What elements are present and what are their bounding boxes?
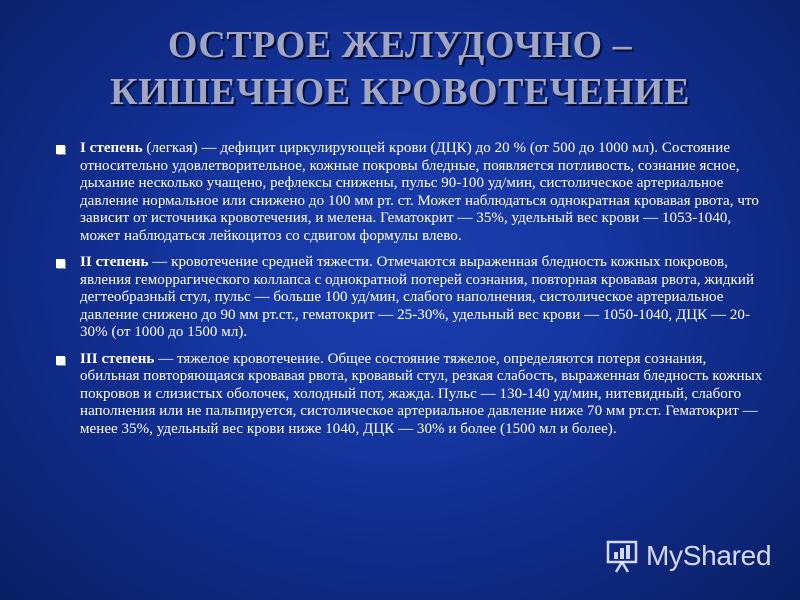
bullet-heading: II степень bbox=[80, 254, 149, 270]
bullet-text: — кровотечение средней тяжести. Отмечаются выраженная бледность кожных покровов, явления геморрагического коллапса с однократной потерей сознания, повторная кровавая рвота, жидкий дегтеобразный стул, пульс — больше 100 уд/мин, слабого наполнения, систолическое артериальное давление снижено до 90 мм рт.ст., гематокрит — 25-30%, удельный вес крови — 1050-1040, ДЦК — 20-30% (от 1000 до 1500 мл). bbox=[80, 254, 755, 340]
bullet-item-degree-1 bbox=[56, 140, 764, 245]
square-bullet-icon bbox=[56, 145, 65, 154]
presentation-board-icon bbox=[606, 538, 640, 574]
slide-title-line-1: ОСТРОЕ ЖЕЛУДОЧНО – bbox=[167, 24, 633, 66]
square-bullet-icon bbox=[56, 259, 65, 268]
watermark-text: MyShared bbox=[646, 540, 772, 571]
square-bullet-icon bbox=[56, 356, 65, 365]
myshared-watermark bbox=[606, 536, 771, 576]
bullet-list bbox=[56, 140, 764, 447]
slide-title-line-2: КИШЕЧНОЕ КРОВОТЕЧЕНИЕ bbox=[110, 71, 690, 113]
slide-title bbox=[20, 22, 780, 116]
bullet-text: — тяжелое кровотечение. Общее состояние тяжелое, определяются потеря сознания, обильная повторяющаяся кровавая рвота, кровавый стул, резкая слабость, выраженная бледность кожных покровов и слизистых оболочек, холодный пот, жажда. Пульс — 130-140 уд/мин, нитевидный, слабого наполнения или не пальпируется, систолическое артериальное давление ниже 70 мм рт.ст. Гематокрит — менее 35%, удельный вес крови ниже 1040, ДЦК — 30% и более (1500 мл и более). bbox=[80, 350, 763, 437]
bullet-heading: III степень bbox=[80, 350, 155, 367]
bullet-item-degree-2 bbox=[56, 254, 764, 342]
bullet-heading: I степень bbox=[80, 140, 143, 156]
bullet-text: (легкая) — дефицит циркулирующей крови (ДЦК) до 20 % (от 500 до 1000 мл). Состояние относительно удовлетворительное, кожные покровы бледные, появляется потливость, сознание ясное, дыхание несколько учащено, рефлексы снижены, пульс 90-100 уд/мин, систолическое артериальное давление нормальное или снижено до 100 мм рт. ст. Может наблюдаться однократная кровавая рвота, что зависит от источника кровотечения, и мелена. Гематокрит — 35%, удельный вес крови — 1053-1040, может наблюдаться лейкоцитоз со сдвигом формулы влево. bbox=[80, 140, 759, 244]
bullet-item-degree-3 bbox=[56, 351, 764, 439]
